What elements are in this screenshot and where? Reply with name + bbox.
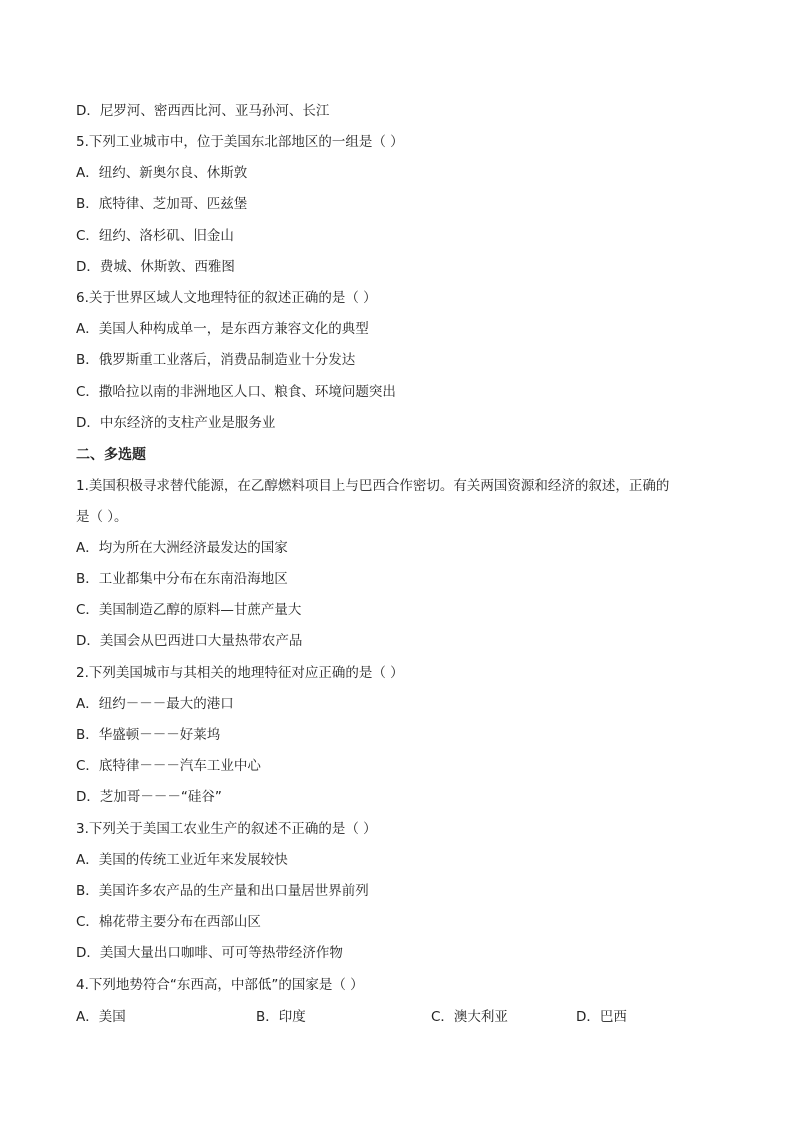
multi-question-3-option-d: D．美国大量出口咖啡、可可等热带经济作物 <box>76 945 343 961</box>
multi-question-4-option-c: C．澳大利亚 <box>431 1009 508 1025</box>
question-6-option-c: C．撒哈拉以南的非洲地区人口、粮食、环境问题突出 <box>76 384 396 400</box>
question-6-option-a: A．美国人种构成单一，是东西方兼容文化的典型 <box>76 321 369 337</box>
question-6-option-b: B．俄罗斯重工业落后，消费品制造业十分发达 <box>76 352 356 368</box>
multi-question-2-stem: 2.下列美国城市与其相关的地理特征对应正确的是（ ） <box>76 665 404 681</box>
multi-question-2-option-c: C．底特律－－－汽车工业中心 <box>76 758 261 774</box>
question-5-option-a: A．纽约、新奥尔良、休斯敦 <box>76 165 248 181</box>
question-6-option-d: D．中东经济的支柱产业是服务业 <box>76 415 276 431</box>
question-5-option-b: B．底特律、芝加哥、匹兹堡 <box>76 196 248 212</box>
multi-question-4-option-d: D．巴西 <box>576 1009 627 1025</box>
multi-question-3-stem: 3.下列关于美国工农业生产的叙述不正确的是（ ） <box>76 821 377 837</box>
multi-question-2-option-d: D．芝加哥－－－“硅谷” <box>76 789 222 805</box>
multi-question-1-option-d: D．美国会从巴西进口大量热带农产品 <box>76 633 303 649</box>
question-5-option-c: C．纽约、洛杉矶、旧金山 <box>76 228 234 244</box>
multi-question-4-option-b: B．印度 <box>256 1009 306 1025</box>
multi-question-3-option-a: A．美国的传统工业近年来发展较快 <box>76 852 288 868</box>
question-5-option-d: D．费城、休斯敦、西雅图 <box>76 259 235 275</box>
section-title-multiple-choice: 二、多选题 <box>76 447 146 463</box>
multi-question-1-option-c: C．美国制造乙醇的原料—甘蔗产量大 <box>76 602 302 618</box>
multi-question-3-option-b: B．美国许多农产品的生产量和出口量居世界前列 <box>76 883 369 899</box>
multi-question-1-option-a: A．均为所在大洲经济最发达的国家 <box>76 540 288 556</box>
multi-question-3-option-c: C．棉花带主要分布在西部山区 <box>76 914 261 930</box>
multi-question-2-option-b: B．华盛顿－－－好莱坞 <box>76 727 221 743</box>
multi-question-1-option-b: B．工业都集中分布在东南沿海地区 <box>76 571 288 587</box>
question-6-stem: 6.关于世界区域人文地理特征的叙述正确的是（ ） <box>76 290 377 306</box>
multi-question-4-option-a: A．美国 <box>76 1009 126 1025</box>
multi-question-1-stem-line2: 是（ ）。 <box>76 509 128 525</box>
multi-question-1-stem-line1: 1.美国积极寻求替代能源，在乙醇燃料项目上与巴西合作密切。有关两国资源和经济的叙述，正确的 <box>76 478 670 494</box>
question-5-stem: 5.下列工业城市中，位于美国东北部地区的一组是（ ） <box>76 134 404 150</box>
multi-question-2-option-a: A．纽约－－－最大的港口 <box>76 696 234 712</box>
multi-question-4-stem: 4.下列地势符合“东西高，中部低”的国家是（ ） <box>76 977 364 993</box>
option-d-previous-question: D．尼罗河、密西西比河、亚马孙河、长江 <box>76 103 330 119</box>
